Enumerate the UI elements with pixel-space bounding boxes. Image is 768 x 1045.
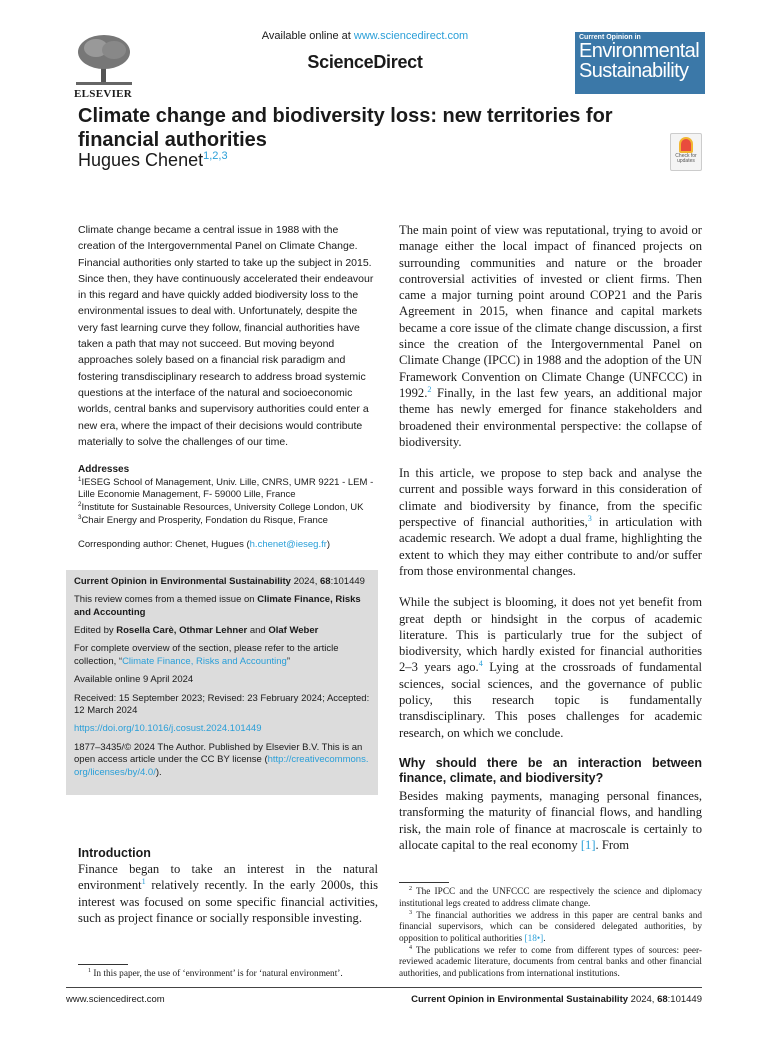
- footnote: [399, 887, 702, 910]
- author-email-link[interactable]: h.chenet@ieseg.fr: [249, 539, 327, 551]
- themed-issue-name: Climate Finance, Risks and Accounting: [74, 594, 361, 618]
- address-item: Institute for Sustainable Resources, University College London, UK: [81, 501, 364, 513]
- body-paragraph: [399, 594, 702, 741]
- footnote: [399, 911, 702, 946]
- footnote: [399, 946, 702, 981]
- footnote-ref[interactable]: 3: [587, 513, 592, 523]
- available-online-date: Available online 9 April 2024: [74, 674, 194, 686]
- overview-prefix: For complete overview of the section, please refer to the article collection, “: [74, 643, 339, 667]
- journal-logo: [575, 32, 705, 94]
- journal-logo-line1: Current Opinion in: [579, 34, 641, 41]
- editor-names: Rosella Carè, Othmar Lehner: [116, 624, 248, 636]
- addresses: [66, 464, 378, 527]
- footnote-number: 2: [409, 886, 413, 892]
- citation-link[interactable]: [18•]: [524, 933, 544, 944]
- license: [74, 742, 370, 779]
- body-paragraph: [399, 222, 702, 450]
- article-columns: [0, 214, 768, 981]
- text: While the subject is blooming, it does not yet benefit from great depth or hindsight in the corpus of academic literature. This is particularly true for the subject of biodiversity, which hardly existed for financial authorities 2–3 years ago.: [399, 595, 702, 675]
- themed-prefix: This review comes from a themed issue on: [74, 594, 258, 606]
- check-for-updates-button[interactable]: [670, 133, 702, 171]
- corresponding-suffix: ): [326, 539, 331, 551]
- sciencedirect-link[interactable]: www.sciencedirect.com: [353, 30, 469, 42]
- elsevier-wordmark: ELSEVIER: [74, 88, 133, 100]
- footer-website[interactable]: www.sciencedirect.com: [66, 993, 165, 1005]
- corresponding-prefix: Corresponding author: Chenet, Hugues (: [78, 539, 250, 551]
- abstract: Climate change became a central issue in 1988 with the creation of the Intergovernmental Panel on Climate Change. Financial authorities only started to take up the subject in 2015. Since then, they have continuously accelerated their endeavour in this regard and have quickly added biodiversity loss to the environmental issues to deal with. Unfortunately, despite the very fast learning curve they follow, financial authorities have taken a path that may not succeed. But moving beyond approaches solely based on a financial risk paradigm and fostering transdisciplinary research to address broad systemic questions at the interface of the natural and socioeconomic worlds, central banks and supervisory authorities could enter a new era, where the impact of their decisions would contribute materially to solve the challenges of our time.: [78, 224, 374, 448]
- text: .: [543, 933, 546, 944]
- text: In this article, we propose to step back and analyse the current and possible ways forward in this consideration of climate and biodiversity by finance, from the specific perspective of financial authorities,: [399, 466, 702, 530]
- text: . From: [595, 837, 630, 852]
- footer-article-number: :101449: [667, 993, 702, 1005]
- crossmark-label: Check for updates: [675, 153, 697, 164]
- footnote-number: 4: [409, 944, 413, 951]
- address-item: Chair Energy and Prosperity, Fondation du Risque, France: [81, 514, 328, 526]
- available-prefix: Available online at: [261, 30, 354, 42]
- text: The main point of view was reputational, trying to avoid or manage either the local impact of financed projects on surrounding communities and nature or the broader controversial activities of invested or client firms. Then came a major turning point around COP21 and the Paris Agreement in 2015, when finance and capital markets became a core issue of the climate change discussion, a first since the creation of the Intergovernmental Panel on Climate Change (IPCC) in 1988 and the adoption of the UN Framework Convention on Climate Change (UNFCCC) in 1992.: [399, 223, 702, 400]
- footer-year: 2024,: [628, 993, 658, 1005]
- footer-citation: [411, 994, 702, 1005]
- citation-line: [74, 576, 370, 588]
- article-info-box: [66, 570, 378, 795]
- journal-logo-line2: Environmental: [579, 40, 700, 62]
- text: The IPCC and the UNFCCC are respectively the science and diplomacy institutional legs created to address climate change.: [399, 887, 702, 909]
- available-online: [200, 30, 530, 42]
- doi-link[interactable]: https://doi.org/10.1016/j.cosust.2024.101449: [74, 723, 262, 735]
- footnote-divider: [399, 882, 449, 883]
- footnote: [78, 969, 378, 981]
- footnote-ref[interactable]: 1: [141, 877, 146, 887]
- text: relatively recently. In the early 2000s, this interest was focused on some specific financial activities, such as project finance or socially responsible investing.: [78, 878, 378, 925]
- text: Finance began to take an interest in the natural environment: [78, 862, 378, 893]
- history-dates: Received: 15 September 2023; Revised: 23 February 2024; Accepted: 12 March 2024: [74, 692, 370, 716]
- text: The publications we refer to come from different types of sources: peer-reviewed academic literature, documents from central banks and other financial authorities, and publications from international institutions.: [399, 945, 702, 980]
- addresses-heading: Addresses: [78, 464, 130, 476]
- themed-issue: [74, 594, 370, 619]
- text: In this paper, the use of ‘environment’ is for ‘natural environment’.: [91, 969, 343, 980]
- license-prefix: 1877–3435/© 2024 The Author. Published by Elsevier B.V. This is an open access article under the CC BY license (: [74, 741, 363, 766]
- edited-and: and: [247, 624, 269, 636]
- section-heading-why: Why should there be an interaction between finance, climate, and biodiversity?: [399, 755, 702, 785]
- overview-suffix: ”: [286, 655, 290, 667]
- edited-prefix: Edited by: [74, 624, 117, 636]
- author-affiliations[interactable]: 1,2,3: [203, 150, 228, 162]
- journal-name: Current Opinion in Environmental Sustainability: [74, 575, 291, 587]
- doi: [74, 723, 370, 735]
- page-header: [0, 0, 768, 214]
- address-number: 3: [78, 513, 82, 521]
- text: in articulation with academic research. We adopt a dual frame, highlighting the extent to which they may either contribute to and/or suffer from those environmental changes.: [399, 515, 702, 578]
- journal-logo-line3: Sustainability: [579, 60, 689, 82]
- footer-journal: Current Opinion in Environmental Sustainability: [411, 993, 629, 1005]
- footnotes-right: [399, 868, 702, 981]
- text: Lying at the crossroads of fundamental sciences, social sciences, and the governance of public policy, this research topic is fundamentally transdisciplinary. This poses challenges for academic research, on which we conclude.: [399, 660, 702, 740]
- footnote-divider: [78, 964, 128, 965]
- collection-overview: [74, 643, 370, 668]
- footnote-ref[interactable]: 2: [427, 384, 432, 394]
- author-name: Hugues Chenet: [78, 150, 204, 170]
- address-number: 1: [78, 475, 82, 483]
- footnote-ref[interactable]: 4: [478, 659, 483, 669]
- citation-year: 2024,: [290, 575, 320, 587]
- text: Besides making payments, managing personal finances, transforming the maturity of financial flows, and handling risk, the main role of finance at macroscale is certainly to allocate capital to the real economy: [399, 788, 702, 852]
- text: The financial authorities we address in this paper are central banks and financial supervisors, which can be considered delegated authorities, by opposition to political authorities: [399, 910, 702, 944]
- body-paragraph: [399, 465, 702, 579]
- citation-volume: 68: [320, 575, 331, 587]
- collection-link[interactable]: Climate Finance, Risks and Accounting: [122, 655, 287, 667]
- address-number: 2: [78, 500, 82, 508]
- citation-link[interactable]: [1]: [580, 837, 596, 852]
- section-heading-introduction: Introduction: [78, 846, 151, 860]
- body-right-text: [399, 222, 702, 868]
- editors: [74, 625, 370, 637]
- license-suffix: ).: [155, 766, 162, 778]
- license-link[interactable]: http://creativecommons.org/licenses/by/4.0/: [74, 754, 369, 778]
- text: Finally, in the last few years, an additional major theme has newly emerged for finance stakeholders and broadened their environmental perspective: the collapse of biodiversity.: [399, 385, 702, 449]
- crossmark-icon: [679, 137, 693, 153]
- introduction-paragraph: [66, 861, 378, 926]
- left-column: [66, 222, 378, 981]
- editor-last: Olaf Weber: [268, 624, 319, 636]
- footnote-number: 1: [88, 967, 92, 974]
- footnote-number: 3: [409, 909, 413, 916]
- page-footer: [66, 987, 702, 1045]
- address-item: IESEG School of Management, Univ. Lille, CNRS, UMR 9221 - LEM - Lille Economie Management, F- 59000 Lille, France: [78, 476, 374, 501]
- sciencedirect-wordmark: ScienceDirect: [307, 52, 423, 72]
- elsevier-tree-logo: [74, 34, 134, 86]
- article-title: Climate change and biodiversity loss: new territories for financial authorities: [78, 105, 613, 151]
- body-paragraph: [399, 788, 702, 853]
- article-author: [78, 150, 228, 171]
- corresponding-author: [66, 539, 378, 552]
- citation-article-number: :101449: [330, 575, 365, 587]
- footer-volume: 68: [657, 993, 668, 1005]
- right-column: [399, 222, 702, 981]
- footnotes-left: [66, 950, 378, 981]
